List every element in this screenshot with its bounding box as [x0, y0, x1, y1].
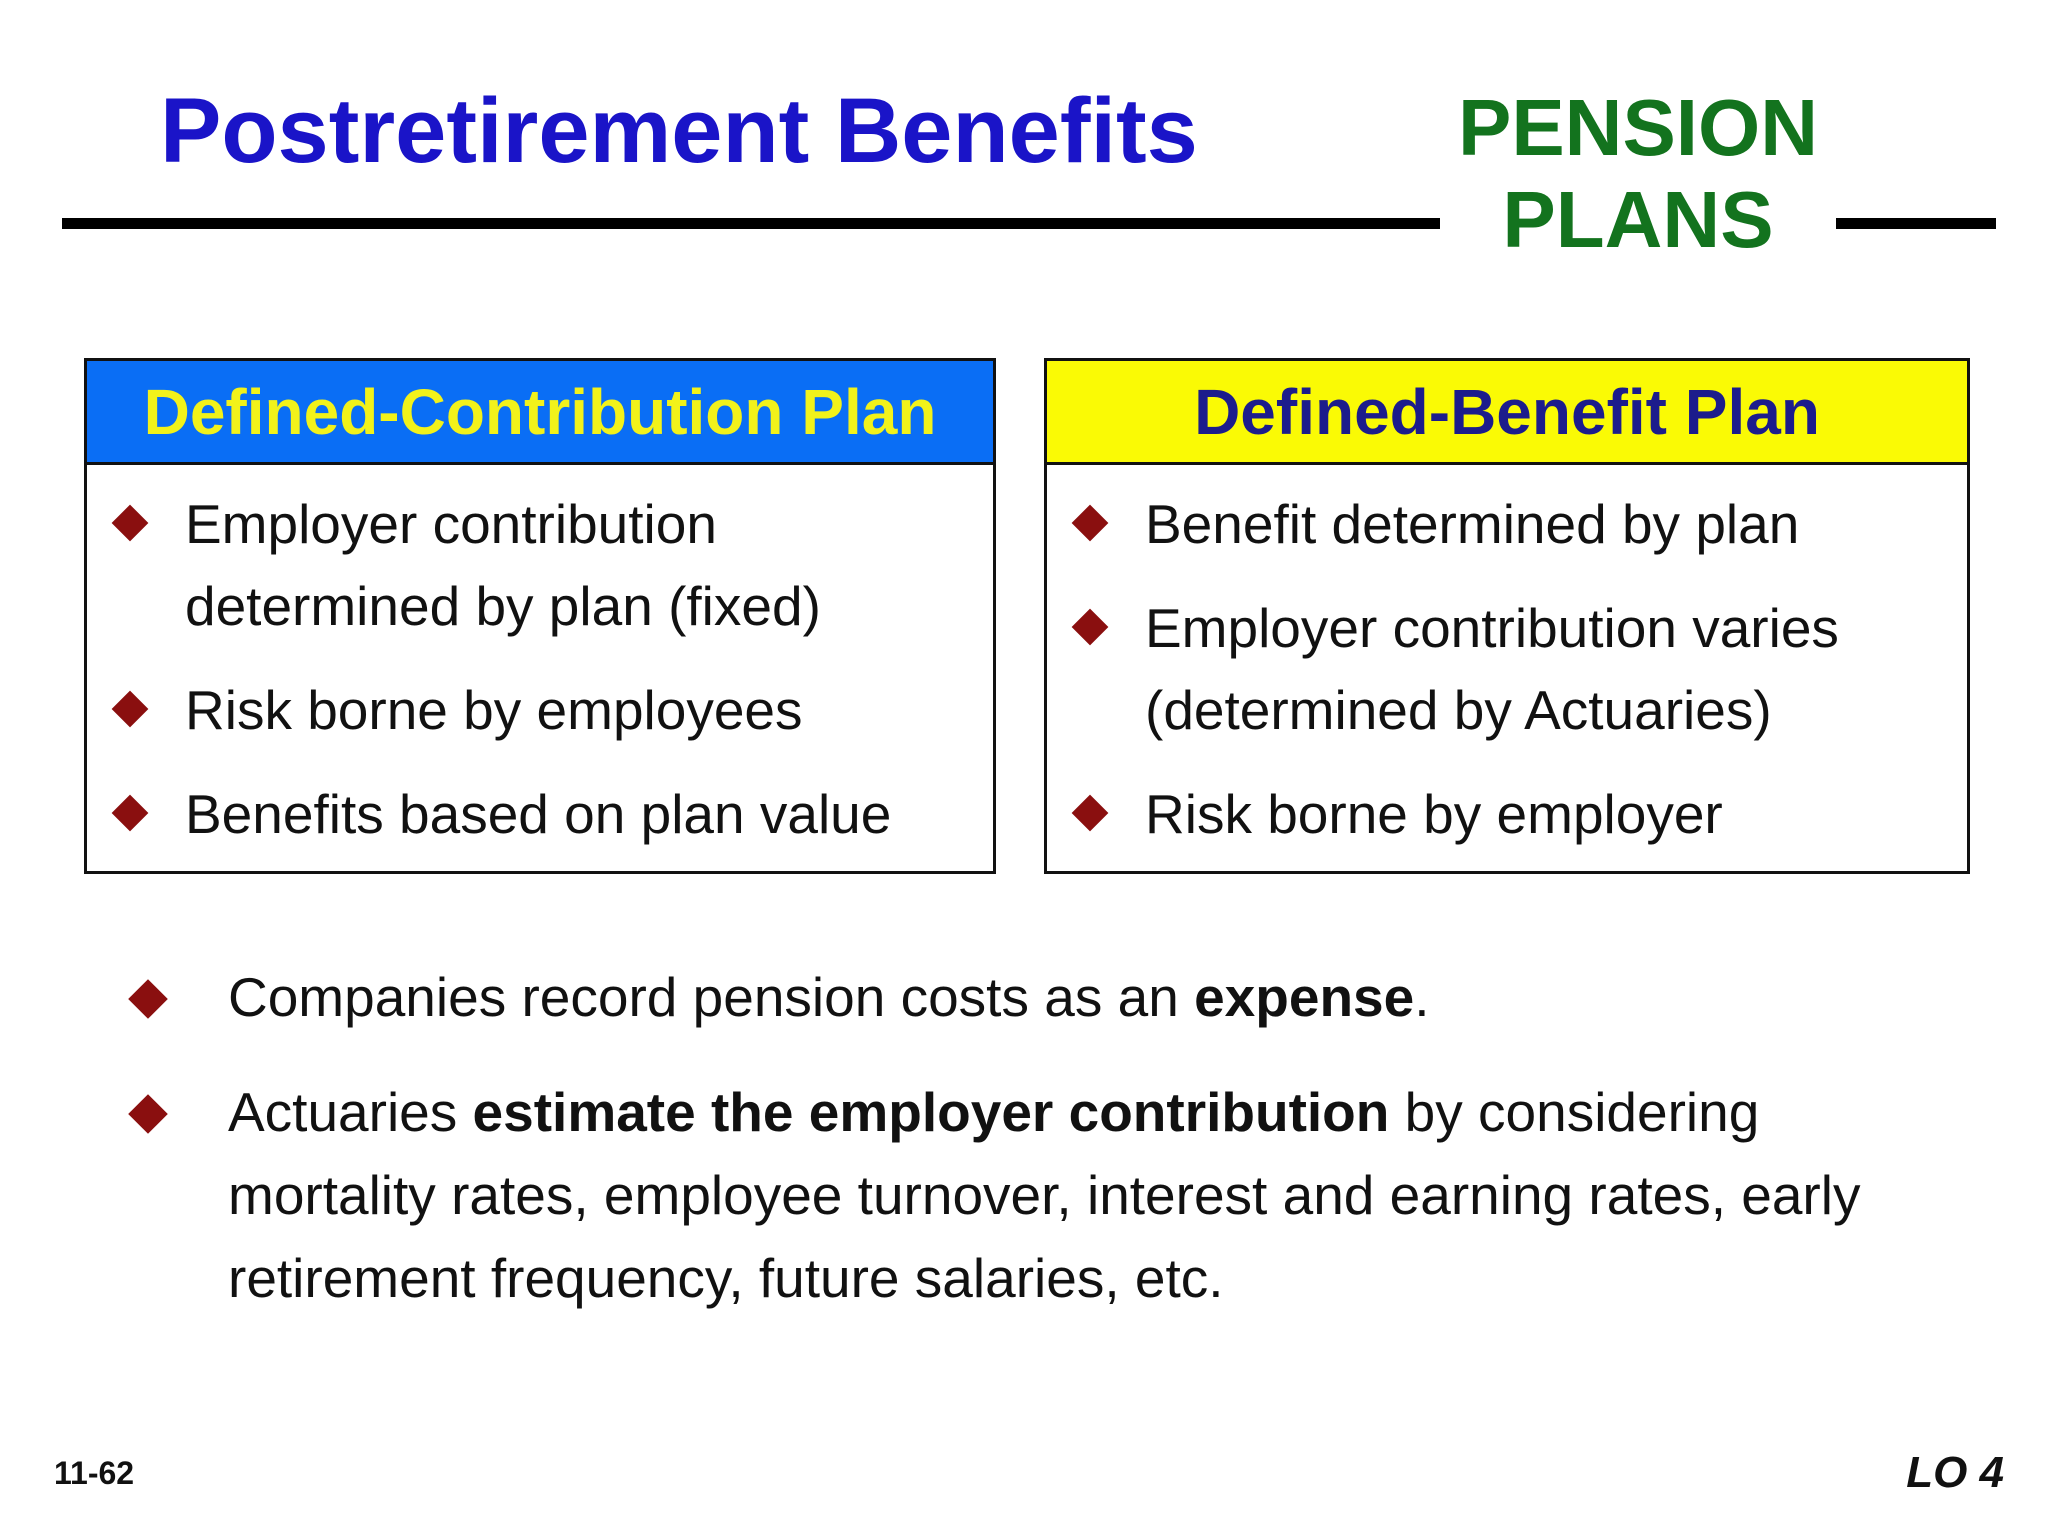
topic-label [1440, 82, 1836, 266]
bullet-text-plain: by considering mortality rates, employee turnover, interest and earning rates, early retirement frequency, future salaries, etc. [228, 1081, 1861, 1309]
list-item-line: Employer contribution varies [1145, 597, 1839, 659]
title-divider-left [62, 218, 1440, 229]
defined-contribution-heading: Defined-Contribution Plan [87, 361, 993, 465]
list-item-line: Risk borne by employees [185, 679, 803, 741]
diamond-icon [1072, 609, 1109, 646]
bullet-text-plain: Actuaries [228, 1081, 473, 1143]
summary-bullet-expense [120, 956, 1960, 1039]
slide-number: 11-62 [54, 1455, 135, 1491]
diamond-icon [1072, 795, 1109, 832]
title-divider-right [1836, 218, 1996, 229]
bullet-text [228, 1071, 1960, 1320]
list-item [87, 483, 993, 647]
diamond-icon [112, 691, 149, 728]
list-item-line: Risk borne by employer [1145, 783, 1723, 845]
slide-title: Postretirement Benefits [160, 80, 1198, 182]
bullet-text-plain: Companies record pension costs as an [228, 966, 1195, 1028]
defined-contribution-box [84, 358, 996, 874]
list-item-line: (determined by Actuaries) [1145, 679, 1772, 741]
list-item [1047, 483, 1967, 565]
learning-objective-label: LO 4 [1906, 1448, 2004, 1497]
list-item [87, 669, 993, 751]
bullet-text-bold: estimate the employer contribution [472, 1081, 1390, 1143]
diamond-icon [128, 1094, 168, 1134]
list-item-line: determined by plan (fixed) [185, 575, 821, 637]
topic-line-2: PLANS [1502, 175, 1774, 264]
diamond-icon [112, 795, 149, 832]
summary-bullets [120, 956, 1960, 1352]
defined-contribution-list [87, 465, 993, 855]
list-item [87, 773, 993, 855]
defined-benefit-heading: Defined-Benefit Plan [1047, 361, 1967, 465]
summary-bullet-actuaries [120, 1071, 1960, 1320]
list-item [1047, 773, 1967, 855]
bullet-text [228, 956, 1960, 1039]
diamond-icon [128, 979, 168, 1019]
defined-benefit-box [1044, 358, 1970, 874]
bullet-text-bold: expense [1194, 966, 1415, 1028]
diamond-icon [112, 505, 149, 542]
bullet-text-plain: . [1414, 966, 1430, 1028]
diamond-icon [1072, 505, 1109, 542]
topic-line-1: PENSION [1457, 83, 1819, 172]
defined-benefit-list [1047, 465, 1967, 855]
list-item-line: Employer contribution [185, 493, 717, 555]
list-item [1047, 587, 1967, 751]
list-item-line: Benefits based on plan value [185, 783, 892, 845]
list-item-line: Benefit determined by plan [1145, 493, 1800, 555]
